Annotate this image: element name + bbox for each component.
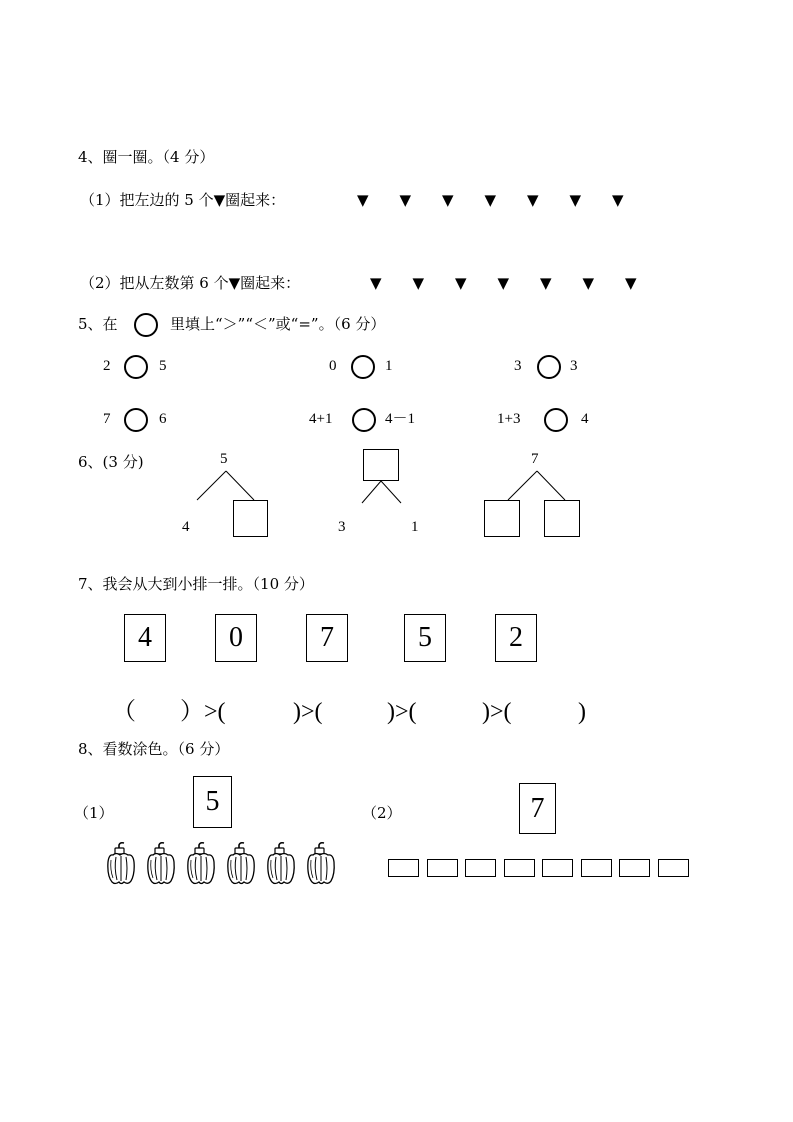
q8-color-cell[interactable] xyxy=(658,859,689,877)
q8-part1-number-card: 5 xyxy=(193,776,232,828)
q7-number-card: 7 xyxy=(306,614,348,662)
q6-tree-1-left: 4 xyxy=(182,519,190,535)
q5-title-prefix: 5、在 xyxy=(78,315,118,333)
q4-title: 4、圈一圈。（4 分） xyxy=(78,148,215,166)
q5-item-2-answer-circle[interactable] xyxy=(351,355,375,379)
q6-tree-3-right-box[interactable] xyxy=(544,500,580,537)
q5-item-5-answer-circle[interactable] xyxy=(352,408,376,432)
q7-order-sep-4: )>( xyxy=(482,699,512,725)
q6-tree-3-left-box[interactable] xyxy=(484,500,520,537)
q5-item-6-left: 1+3 xyxy=(497,411,521,427)
pepper-icon[interactable] xyxy=(106,840,136,886)
q5-item-4-answer-circle[interactable] xyxy=(124,408,148,432)
q5-item-1-right: 5 xyxy=(159,358,167,374)
q6-tree-3-branches xyxy=(0,0,1,1)
q4-row2-triangle-icon[interactable]: ▼ xyxy=(497,274,510,292)
q8-part2-label: （2） xyxy=(362,804,402,822)
q7-order-open: （ xyxy=(112,699,136,725)
q5-item-5-left: 4+1 xyxy=(309,411,333,427)
q7-order-close: ) xyxy=(578,699,586,725)
q7-order-sep-1: ）>( xyxy=(180,699,226,725)
q5-title-suffix: 里填上“＞”“＜”或“=”。（6 分） xyxy=(170,315,386,333)
pepper-icon[interactable] xyxy=(226,840,256,886)
q5-item-3-answer-circle[interactable] xyxy=(537,355,561,379)
q4-row1-triangle-icon[interactable]: ▼ xyxy=(442,191,454,209)
q4-row2-triangle-icon[interactable]: ▼ xyxy=(412,274,425,292)
q5-item-3-right: 3 xyxy=(570,358,578,374)
q7-number-card: 4 xyxy=(124,614,166,662)
q6-title: 6、(3 分) xyxy=(78,453,144,471)
q8-color-cell[interactable] xyxy=(465,859,496,877)
q8-color-cell[interactable] xyxy=(542,859,573,877)
q5-item-1-answer-circle[interactable] xyxy=(124,355,148,379)
q6-tree-3-top: 7 xyxy=(531,451,539,467)
q6-tree-1-right-box[interactable] xyxy=(233,500,268,537)
q8-part2-number-card: 7 xyxy=(519,783,556,834)
q5-item-1-left: 2 xyxy=(103,358,111,374)
q4-row1-triangle-icon[interactable]: ▼ xyxy=(527,191,539,209)
q4-row2-triangle-icon[interactable]: ▼ xyxy=(455,274,467,292)
q7-number-card: 2 xyxy=(495,614,537,662)
q8-color-cell[interactable] xyxy=(388,859,419,877)
q6-tree-2-right: 1 xyxy=(411,519,419,535)
q4-row2-triangle-icon[interactable]: ▼ xyxy=(370,274,382,292)
q8-title: 8、看数涂色。（6 分） xyxy=(78,740,230,758)
q5-title-circle-icon xyxy=(134,313,158,337)
q8-part1-label: （1） xyxy=(74,804,114,822)
q8-color-cell[interactable] xyxy=(619,859,650,877)
pepper-icon[interactable] xyxy=(266,840,296,886)
q6-tree-2-top-box[interactable] xyxy=(363,449,399,481)
q6-tree-2-left: 3 xyxy=(338,519,346,535)
q5-item-2-left: 0 xyxy=(329,358,337,374)
q4-row1-triangle-icon[interactable]: ▼ xyxy=(357,191,369,209)
pepper-icon[interactable] xyxy=(306,840,336,886)
q7-order-sep-3: )>( xyxy=(387,699,417,725)
q8-color-cell[interactable] xyxy=(504,859,535,877)
q4-row2-triangle-icon[interactable]: ▼ xyxy=(540,274,552,292)
q7-number-card: 0 xyxy=(215,614,257,662)
q4-row1-triangle-icon[interactable]: ▼ xyxy=(484,191,497,209)
pepper-icon[interactable] xyxy=(146,840,176,886)
q7-order-sep-2: )>( xyxy=(293,699,323,725)
q7-title: 7、我会从大到小排一排。（10 分） xyxy=(78,575,314,593)
q5-item-5-right: 4－1 xyxy=(385,411,416,427)
q5-item-4-right: 6 xyxy=(159,411,167,427)
q5-item-3-left: 3 xyxy=(514,358,522,374)
q5-item-4-left: 7 xyxy=(103,411,111,427)
q4-part2-label: （2）把从左数第 6 个▼圈起来： xyxy=(80,274,301,292)
q4-row2-triangle-icon[interactable]: ▼ xyxy=(582,274,595,292)
q8-color-cell[interactable] xyxy=(581,859,612,877)
q4-row2-triangle-icon[interactable]: ▼ xyxy=(625,274,637,292)
q5-item-2-right: 1 xyxy=(385,358,393,374)
q4-row1-triangle-icon[interactable]: ▼ xyxy=(399,191,412,209)
q7-number-card: 5 xyxy=(404,614,446,662)
q4-row1-triangle-icon[interactable]: ▼ xyxy=(569,191,582,209)
q4-row1-triangle-icon[interactable]: ▼ xyxy=(612,191,624,209)
q8-color-cell[interactable] xyxy=(427,859,458,877)
q4-part1-label: （1）把左边的 5 个▼圈起来： xyxy=(80,191,286,209)
q6-tree-1-top: 5 xyxy=(220,451,228,467)
q5-item-6-right: 4 xyxy=(581,411,589,427)
pepper-icon[interactable] xyxy=(186,840,216,886)
q5-item-6-answer-circle[interactable] xyxy=(544,408,568,432)
